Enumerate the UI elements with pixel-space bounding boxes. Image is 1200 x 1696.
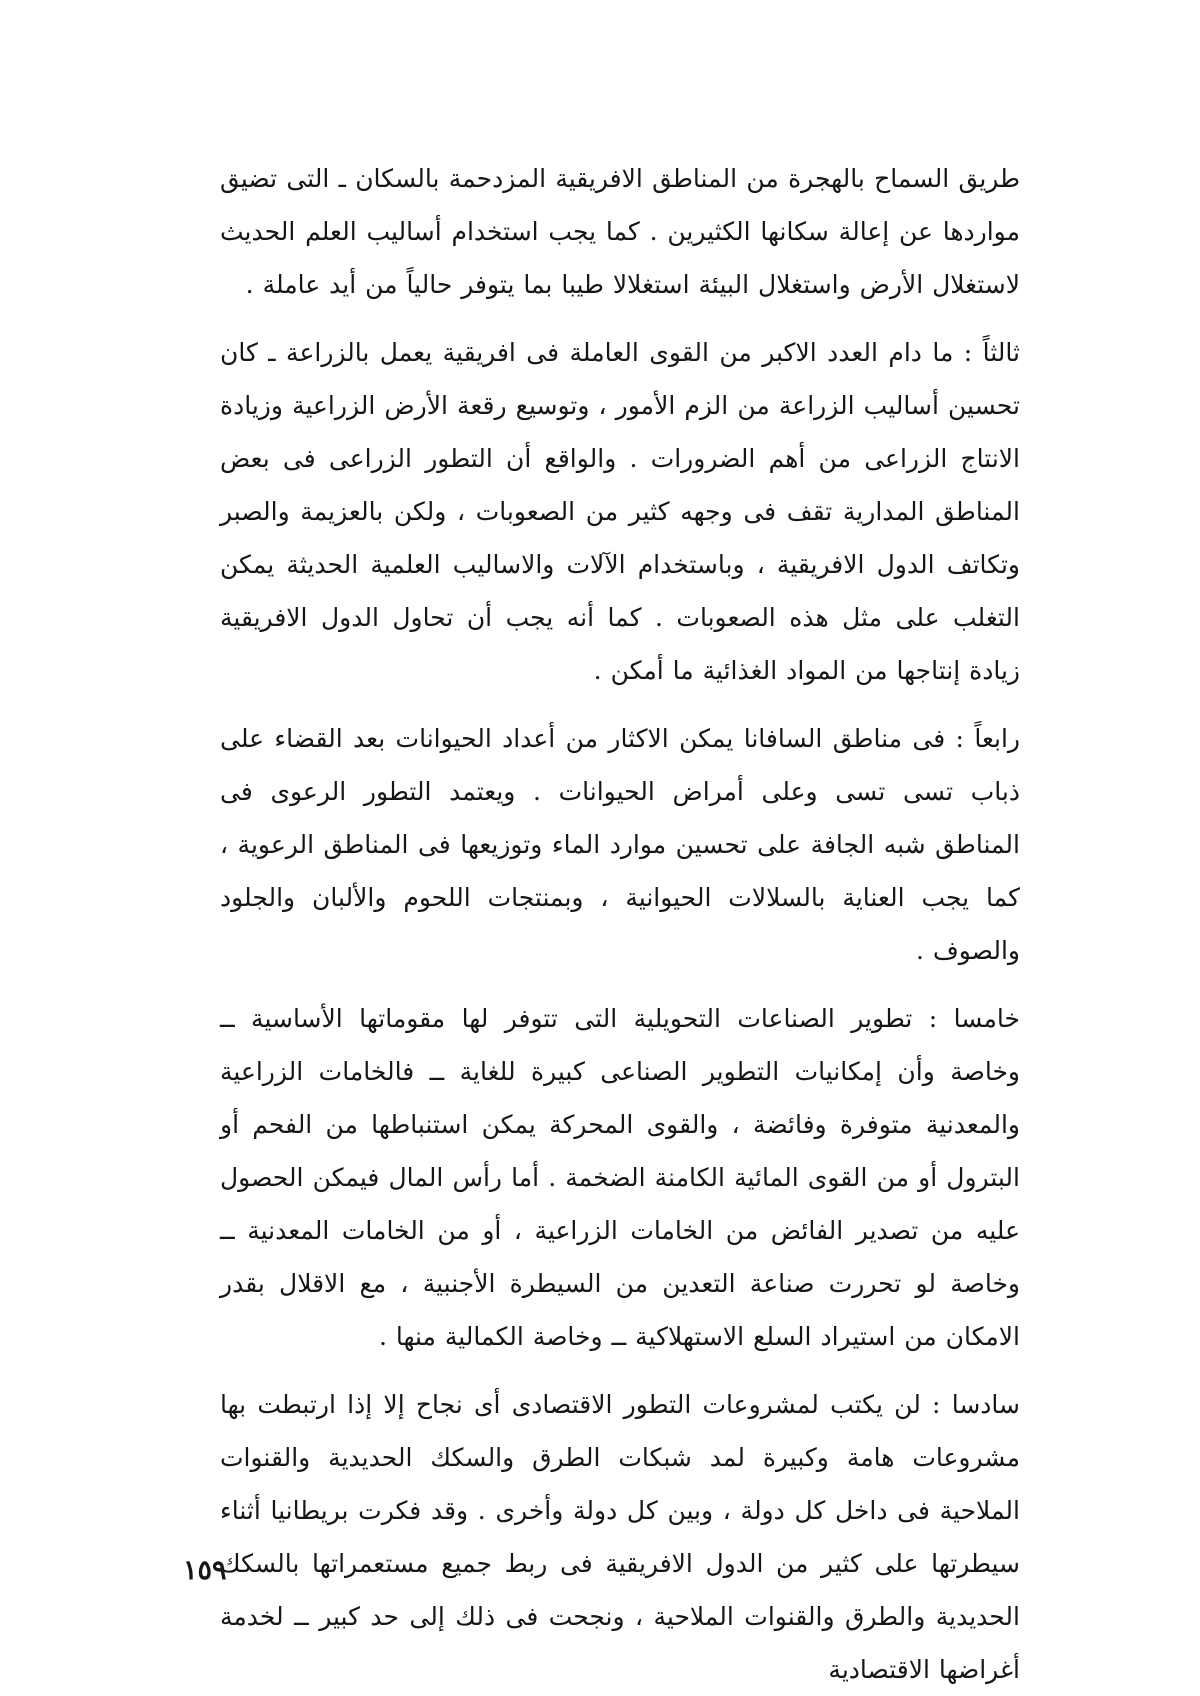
paragraph-migration: طريق السماح بالهجرة من المناطق الافريقية المزدحمة بالسكان ـ التى تضيق مواردها عن إعالة سكانها الكثيرين . كما يجب استخدام أساليب العلم الحديث لاستغلال الأرض واستغلال البيئة استغلالا طيبا بما يتوفر حالياً من أيد عاملة . <box>220 164 1020 299</box>
paragraph-third-agriculture: ثالثاً : ما دام العدد الاكبر من القوى العاملة فى افريقية يعمل بالزراعة ـ كان تحسين أساليب الزراعة من الزم الأمور ، وتوسيع رقعة الأرض الزراعية وزيادة الانتاج الزراعى من أهم الضرورات . والواقع أن التطور الزراعى فى بعض المناطق المدارية تقف فى وجهه كثير من الصعوبات ، ولكن بالعزيمة والصبر وتكاتف الدول الافريقية ، وباستخدام الآلات والاساليب العلمية الحديثة يمكن التغلب على مثل هذه الصعوبات . كما أنه يجب أن تحاول الدول الافريقية زيادة إنتاجها من المواد الغذائية ما أمكن . <box>220 338 1020 685</box>
paragraph-fifth-industry: خامسا : تطوير الصناعات التحويلية التى تتوفر لها مقوماتها الأساسية ــ وخاصة وأن إمكانيات التطوير الصناعى كبيرة للغاية ــ فالخامات الزراعية والمعدنية متوفرة وفائضة ، والقوى المحركة يمكن استنباطها من الفحم أو البترول أو من القوى المائية الكامنة الضخمة . أما رأس المال فيمكن الحصول عليه من تصدير الفائض من الخامات الزراعية ، أو من الخامات المعدنية ــ وخاصة لو تحررت صناعة التعدين من السيطرة الأجنبية ، مع الاقلال بقدر الامكان من استيراد السلع الاستهلاكية ــ وخاصة الكمالية منها . <box>220 1004 1020 1351</box>
paragraph-fourth-livestock: رابعاً : فى مناطق السافانا يمكن الاكثار من أعداد الحيوانات بعد القضاء على ذباب تسى تسى وعلى أمراض الحيوانات . ويعتمد التطور الرعوى فى المناطق شبه الجافة على تحسين موارد الماء وتوزيعها فى المناطق الرعوية ، كما يجب العناية بالسلالات الحيوانية ، وبمنتجات اللحوم والألبان والجلود والصوف . <box>220 724 1020 965</box>
body-text <box>220 152 1020 1696</box>
page-number: ١٥٩ <box>183 1555 227 1586</box>
paragraph-sixth-transport: سادسا : لن يكتب لمشروعات التطور الاقتصادى أى نجاح إلا إذا ارتبطت بها مشروعات هامة وكبيرة لمد شبكات الطرق والسكك الحديدية والقنوات الملاحية فى داخل كل دولة ، وبين كل دولة وأخرى . وقد فكرت بريطانيا أثناء سيطرتها على كثير من الدول الافريقية فى ربط جميع مستعمراتها بالسكك الحديدية والطرق والقنوات الملاحية ، ونجحت فى ذلك إلى حد كبير ــ لخدمة أغراضها الاقتصادية <box>220 1390 1020 1684</box>
